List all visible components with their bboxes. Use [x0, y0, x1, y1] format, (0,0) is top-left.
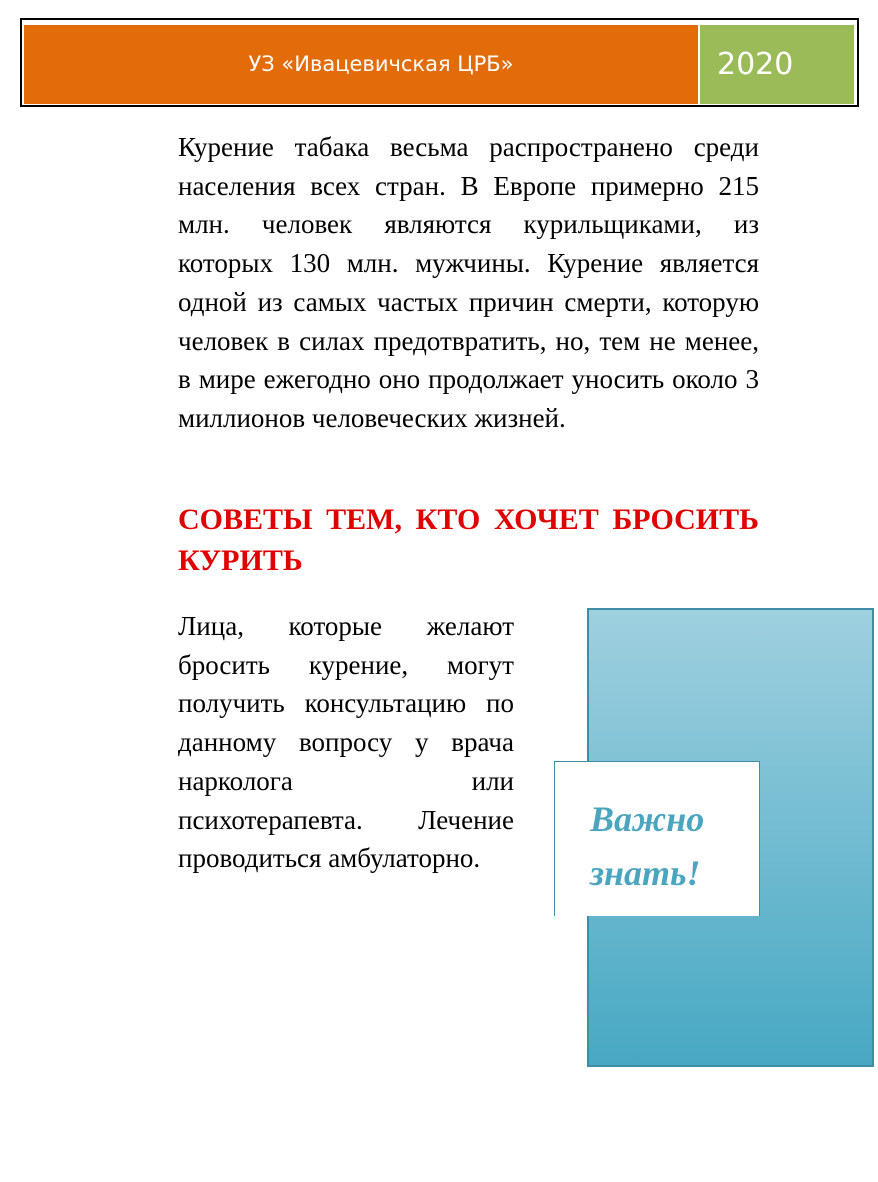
- year-label: 2020: [717, 47, 794, 82]
- advice-paragraph: Лица, которые желают бросить курение, могут получить консультацию по данному вопросу у врача нарколога или психотерапевта. Лечение проводиться амбулаторно.: [178, 611, 514, 874]
- callout-card: [554, 761, 760, 916]
- header-year: [700, 25, 854, 104]
- organization-name: УЗ «Ивацевичская ЦРБ»: [248, 52, 514, 76]
- advice-heading: СОВЕТЫ ТЕМ, КТО ХОЧЕТ БРОСИТЬ КУРИТЬ: [178, 503, 759, 577]
- intro-paragraph: Курение табака весьма распространено среди населения всех стран. В Европе примерно 215 млн. человек являются курильщиками, из которых 130 млн. мужчины. Курение является одной из самых частых причин смерти, которую человек в силах предотвратить, но, тем не менее, в мире ежегодно оно продолжает уносить около 3 миллионов человеческих жизней.: [178, 132, 759, 433]
- header-organization: [24, 25, 698, 104]
- callout-text: Важно знать!: [590, 799, 705, 893]
